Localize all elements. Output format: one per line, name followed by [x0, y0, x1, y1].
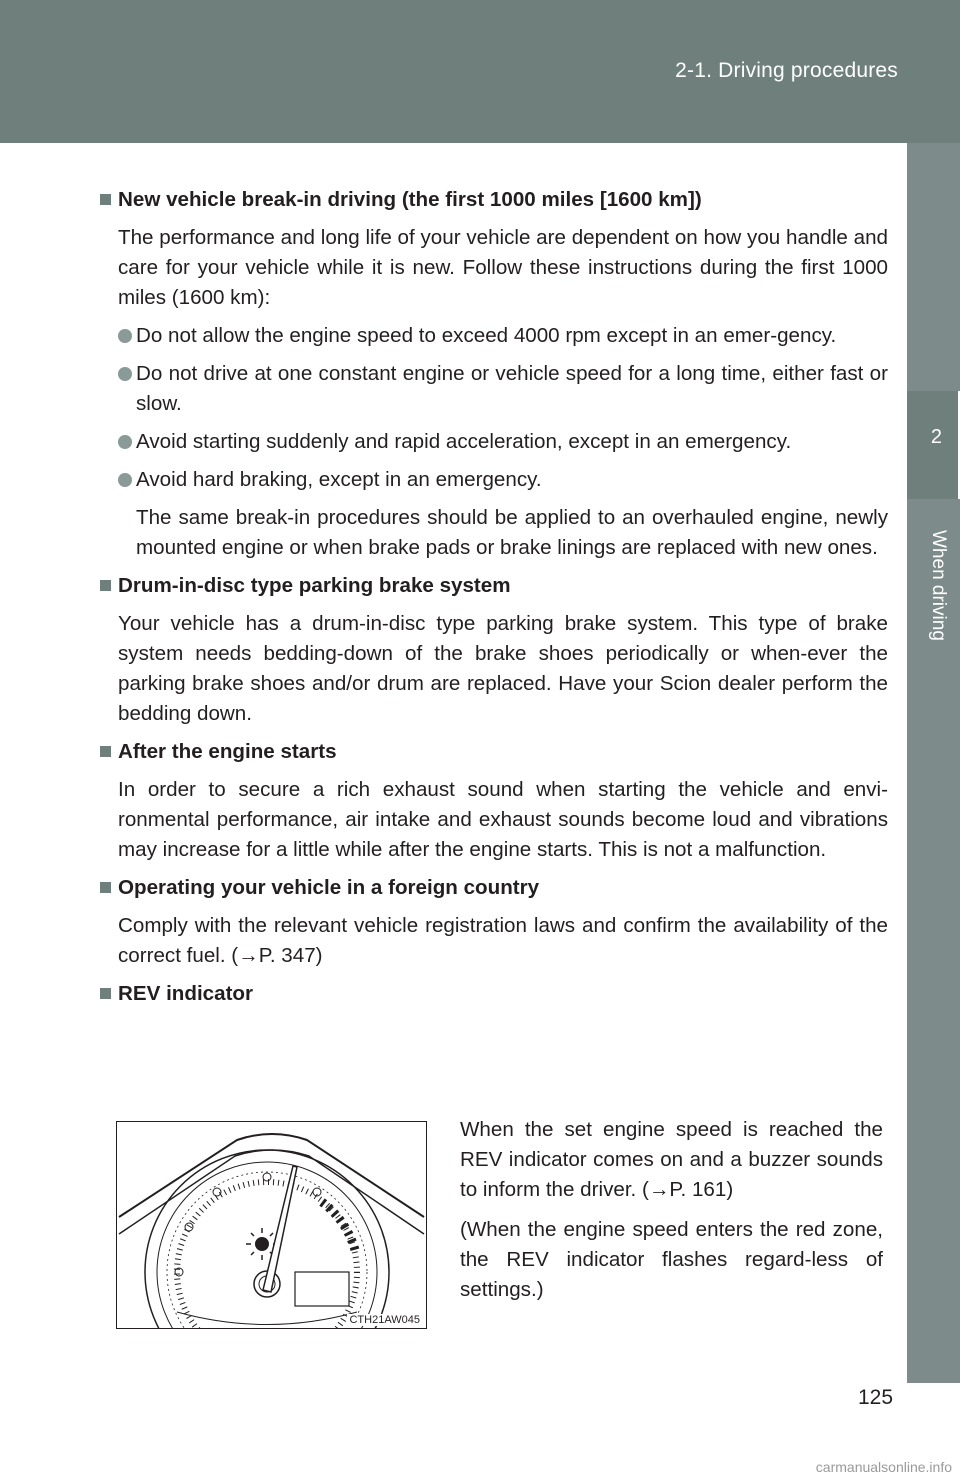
paragraph: Your vehicle has a drum-in-disc type parking brake system. This type of brake system needs bedding-down of the brake shoes periodically or when-ever the parking brake shoes and/or drum are replaced. Have your Scion dealer perform the bedding down. — [118, 612, 888, 725]
square-bullet-icon — [100, 580, 111, 591]
section-heading: REV indicator — [100, 979, 888, 1009]
watermark: carmanualsonline.info — [815, 1459, 952, 1475]
square-bullet-icon — [100, 746, 111, 757]
square-bullet-icon — [100, 988, 111, 999]
section-heading: New vehicle break-in driving (the first 1000 miles [1600 km]) — [100, 185, 888, 215]
paragraph: In order to secure a rich exhaust sound when starting the vehicle and envi-ronmental performance, air intake and exhaust sounds become loud and vibrations may increase for a little while after the engine starts. This is not a malfunction. — [118, 778, 888, 861]
chapter-label: When driving — [928, 530, 949, 641]
section-heading: Operating your vehicle in a foreign country — [100, 873, 888, 903]
circle-bullet-icon — [118, 473, 132, 487]
paragraph: The same break-in procedures should be applied to an overhauled engine, newly mounted engine or when brake pads or brake linings are replaced with new ones. — [136, 506, 888, 559]
paragraph: (When the engine speed enters the red zone, the REV indicator flashes regard-less of settings.) — [460, 1218, 883, 1301]
circle-bullet-icon — [118, 435, 132, 449]
rev-description — [460, 1115, 883, 1315]
rev-indicator-illustration — [116, 1121, 427, 1329]
square-bullet-icon — [100, 194, 111, 205]
section-heading: After the engine starts — [100, 737, 888, 767]
list-item: Avoid starting suddenly and rapid acceleration, except in an emergency. — [118, 427, 888, 457]
list-item: Do not allow the engine speed to exceed 4000 rpm except in an emer-gency. — [118, 321, 888, 351]
page-number: 125 — [858, 1386, 894, 1409]
list-item: Do not drive at one constant engine or vehicle speed for a long time, either fast or slow. — [118, 359, 888, 419]
section-heading: Drum-in-disc type parking brake system — [100, 571, 888, 601]
list-item: Avoid hard braking, except in an emergency. — [118, 465, 888, 495]
chapter-number: 2 — [930, 426, 942, 448]
square-bullet-icon — [100, 882, 111, 893]
circle-bullet-icon — [118, 367, 132, 381]
circle-bullet-icon — [118, 329, 132, 343]
page-content — [100, 185, 888, 1017]
figure-code: CTH21AW045 — [349, 1314, 420, 1326]
paragraph: Comply with the relevant vehicle registration laws and confirm the availability of the correct fuel. (→P. 347) — [118, 914, 888, 967]
section-title: 2-1. Driving procedures — [675, 59, 898, 82]
tachometer-drawing — [117, 1122, 426, 1328]
chapter-side-tab — [907, 143, 960, 1383]
paragraph: The performance and long life of your vehicle are dependent on how you handle and care for your vehicle while it is new. Follow these instructions during the first 1000 miles (1600 km): — [118, 226, 888, 309]
page-header — [0, 0, 960, 143]
paragraph: When the set engine speed is reached the REV indicator comes on and a buzzer sounds to inform the driver. (→P. 161) — [460, 1118, 883, 1201]
